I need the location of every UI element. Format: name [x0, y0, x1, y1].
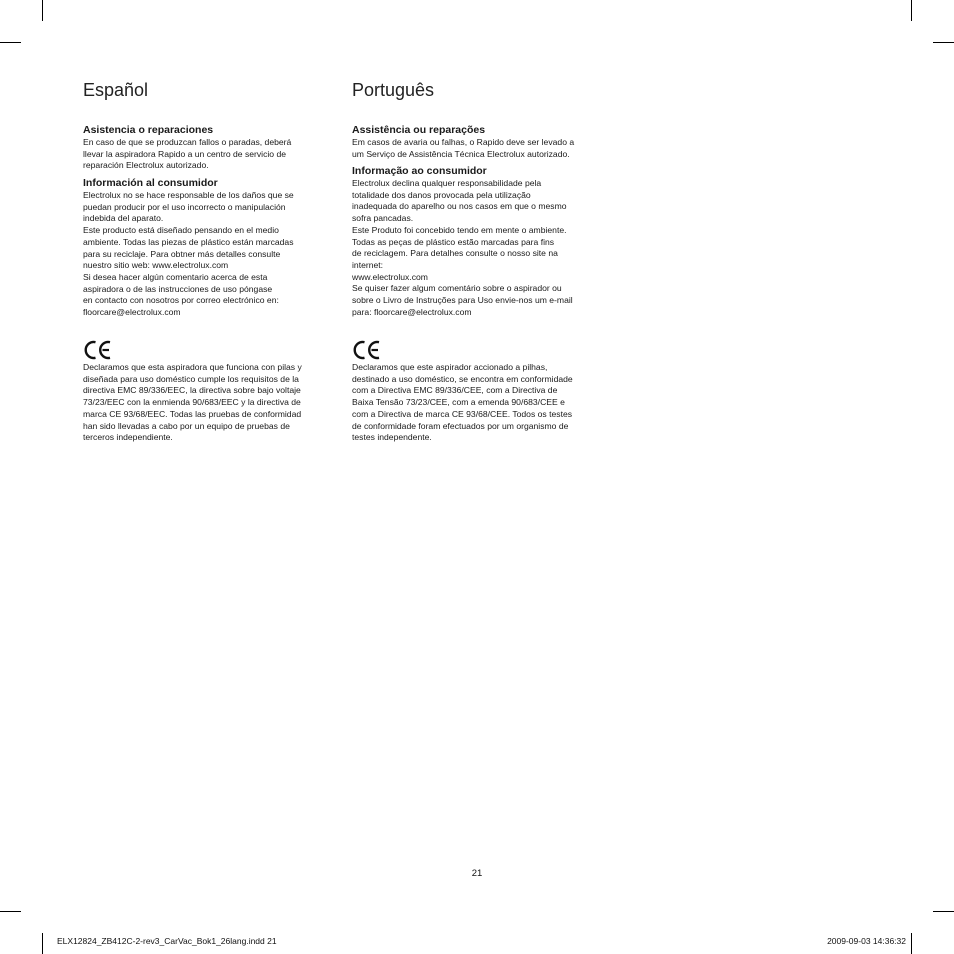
spanish-section-service: [83, 124, 329, 172]
text-line: 73/23/EEC con la enmienda 90/683/EEC y la directiva de: [83, 397, 301, 408]
crop-mark-top-left-horizontal: [0, 42, 21, 43]
print-timestamp: 2009-09-03 14:36:32: [827, 936, 906, 946]
text-line: Si desea hacer algún comentario acerca de esta: [83, 271, 268, 282]
text-line: indebida del aparato.: [83, 213, 164, 224]
text-line: um Serviço de Assistência Técnica Electrolux autorizado.: [352, 148, 570, 159]
section-body: [352, 137, 602, 160]
text-line: de conformidade foram efectuados por um organismo de: [352, 420, 569, 431]
text-line: Electrolux no se hace responsable de los daños que se: [83, 190, 294, 200]
text-line: de reciclagem. Para detalhes consulte o nosso site na: [352, 248, 558, 259]
text-line: com a Directiva EMC 89/336/CEE, com a Directiva de: [352, 385, 558, 396]
spanish-section-consumer-info: [83, 177, 329, 319]
spanish-title: Español: [83, 80, 149, 100]
text-line: en contacto con nosotros por correo electrónico en:: [83, 295, 279, 306]
section-heading: Informação ao consumidor: [352, 165, 487, 177]
section-heading: Asistencia o reparaciones: [83, 124, 214, 136]
text-line: puedan producir por el uso incorrecto o manipulación: [83, 201, 286, 212]
text-line: para su reciclaje. Para obtner más detalles consulte: [83, 248, 281, 259]
crop-mark-bottom-left-horizontal: [0, 911, 21, 912]
section-heading: Assistência ou reparações: [352, 124, 486, 136]
crop-mark-top-left-vertical: [42, 0, 43, 21]
text-line: Este Produto foi concebido tendo em mente o ambiente.: [352, 224, 567, 235]
crop-mark-top-right-vertical: [911, 0, 912, 21]
text-line: reparación Electrolux autorizado.: [83, 160, 209, 171]
text-line: llevar la aspiradora Rapido a un centro de servicio de: [83, 148, 287, 159]
text-line: Em casos de avaria ou falhas, o Rapido deve ser levado a: [352, 137, 575, 147]
text-line: internet:: [352, 259, 384, 270]
portuguese-declaration: [352, 362, 602, 444]
file-slug: ELX12824_ZB412C-2-rev3_CarVac_Bok1_26lang.indd 21: [57, 936, 277, 946]
text-line: Declaramos que esta aspiradora que funciona con pilas y: [83, 362, 302, 372]
crop-mark-top-right-horizontal: [933, 42, 954, 43]
text-line: sobre o Livro de Instruções para Uso envie-nos um e-mail: [352, 295, 573, 306]
crop-mark-bottom-right-vertical: [911, 933, 912, 954]
ce-mark-icon: [83, 339, 113, 361]
text-line: Electrolux declina qualquer responsabilidade pela: [352, 178, 542, 188]
text-line: totalidade dos danos provocada pela utilização: [352, 189, 531, 200]
text-line: Baixa Tensão 73/23/CEE, com a emenda 90/683/CEE e: [352, 397, 565, 408]
portuguese-title: Português: [352, 80, 435, 100]
text-line: marca CE 93/68/EEC. Todas las pruebas de conformidad: [83, 408, 302, 419]
spanish-declaration: [83, 362, 329, 444]
crop-mark-bottom-right-horizontal: [933, 911, 954, 912]
text-line: www.electrolux.com: [352, 271, 428, 282]
section-body: [352, 178, 602, 318]
text-line: destinado a uso doméstico, se encontra em conformidade: [352, 373, 573, 384]
text-line: Todas as peças de plástico estão marcadas para fins: [352, 236, 555, 247]
text-line: ambiente. Todas las piezas de plástico están marcadas: [83, 236, 294, 247]
section-body: [83, 137, 329, 172]
text-line: floorcare@electrolux.com: [83, 307, 181, 318]
portuguese-section-service: [352, 124, 602, 160]
page-number: 21: [471, 868, 483, 879]
text-line: directiva EMC 89/336/EEC, la directiva sobre bajo voltaje: [83, 385, 301, 396]
text-line: En caso de que se produzcan fallos o paradas, deberá: [83, 137, 292, 147]
text-line: para: floorcare@electrolux.com: [352, 306, 472, 317]
text-line: Declaramos que este aspirador accionado a pilhas,: [352, 362, 548, 372]
text-line: testes independente.: [352, 432, 432, 443]
text-line: Se quiser fazer algum comentário sobre o aspirador ou: [352, 283, 562, 294]
text-line: diseñada para uso doméstico cumple los requisitos de la: [83, 373, 299, 384]
ce-mark-icon: [352, 339, 382, 361]
crop-mark-bottom-left-vertical: [42, 933, 43, 954]
text-line: com a Directiva de marca CE 93/68/CEE. Todos os testes: [352, 408, 573, 419]
section-heading: Información al consumidor: [83, 177, 218, 189]
text-line: terceros independiente.: [83, 432, 173, 443]
text-line: sofra pancadas.: [352, 213, 414, 224]
text-line: aspiradora o de las instrucciones de uso póngase: [83, 283, 273, 294]
text-line: nuestro sitio web: www.electrolux.com: [83, 260, 229, 271]
text-line: inadequada do aparelho ou nos casos em que o mesmo: [352, 201, 567, 212]
portuguese-section-consumer-info: [352, 165, 602, 318]
text-line: han sido llevadas a cabo por un equipo de pruebas de: [83, 420, 290, 431]
text-line: Este producto está diseñado pensando en el medio: [83, 225, 279, 236]
section-body: [83, 190, 329, 319]
